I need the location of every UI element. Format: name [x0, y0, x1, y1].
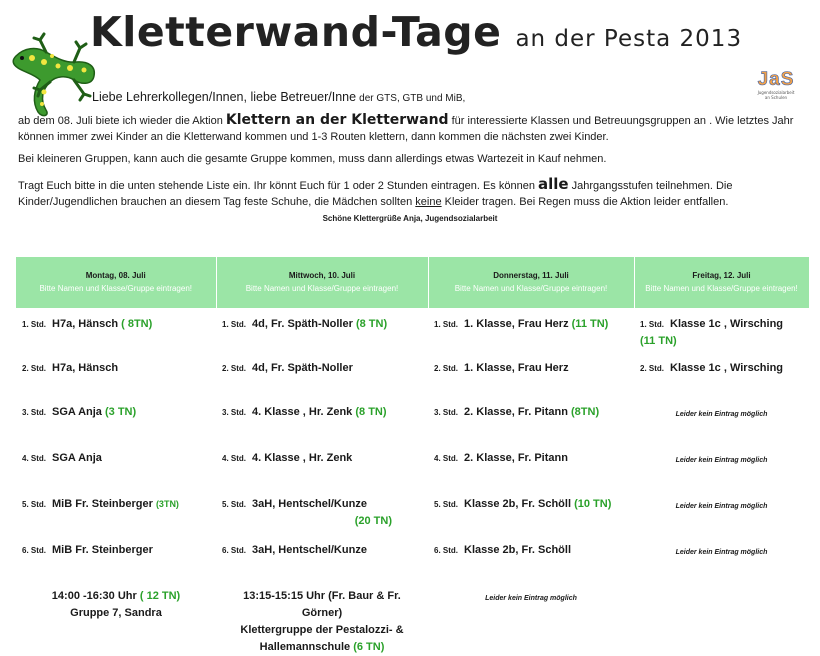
p3-before: Tragt Euch bitte in die unten stehende Liste ein. Ihr könnt Euch für 1 oder 2 Stunden eintragen. Es können	[18, 180, 535, 192]
slot-cell[interactable]	[16, 396, 216, 442]
entry-name: SGA Anja	[52, 406, 102, 418]
no-entry-note: Leider kein Eintrag möglich	[485, 595, 577, 602]
extra-time	[222, 588, 422, 622]
table-row	[16, 442, 809, 488]
paragraph-instructions	[18, 176, 808, 210]
extra-line1: 14:00 -16:30 Uhr	[51, 590, 137, 602]
paragraph-groups: Bei kleineren Gruppen, kann auch die gesamte Gruppe kommen, muss dann allerdings etwas Wartezeit in Kauf nehmen.	[18, 153, 607, 165]
p1-before: ab dem 08. Juli biete ich wieder die Aktion	[18, 115, 223, 127]
participant-count: ( 8TN)	[121, 318, 153, 330]
period-label: 4. Std.	[222, 454, 247, 463]
entry-name: 2. Klasse, Fr. Pitann	[464, 452, 568, 464]
title-subtitle: an der Pesta 2013	[515, 26, 743, 52]
entry-name: 4d, Fr. Späth-Noller	[252, 318, 353, 330]
table-row	[16, 396, 809, 442]
day-hint: Bitte Namen und Klasse/Gruppe eintragen!	[245, 283, 399, 293]
participant-count: (8TN)	[571, 406, 600, 418]
day-hint: Bitte Namen und Klasse/Gruppe eintragen!	[645, 283, 798, 293]
participant-count: (8 TN)	[355, 318, 388, 330]
extra-cell[interactable]	[216, 580, 428, 656]
period-label: 1. Std.	[434, 320, 459, 329]
entry-name: Klasse 2b, Fr. Schöll	[464, 498, 572, 510]
day-hint: Bitte Namen und Klasse/Gruppe eintragen!	[454, 283, 608, 293]
period-label: 4. Std.	[22, 454, 47, 463]
p1-after: für interessierte Klassen und Betreuungsgruppen an . Wie letztes Jahr können immer zwei Kinder an die Kletterwand kommen und 1-3 Routen klettern, dann kommen die nächsten zwei Kinder.	[18, 115, 794, 143]
table-header-row	[16, 257, 809, 308]
entry-name: MiB Fr. Steinberger	[52, 544, 153, 556]
period-label: 3. Std.	[434, 408, 459, 417]
p3-highlight: alle	[538, 175, 569, 193]
participant-count: (3 TN)	[105, 406, 137, 418]
table-row	[16, 488, 809, 534]
day-header-2	[216, 257, 428, 308]
period-label: 3. Std.	[222, 408, 247, 417]
extra-line3-wrap	[222, 639, 422, 656]
extra-cell[interactable]	[16, 580, 216, 656]
slot-cell[interactable]	[216, 442, 428, 488]
slot-cell[interactable]	[428, 442, 634, 488]
extra-line2: Klettergruppe der Pestalozzi- &	[240, 624, 404, 636]
participant-count: (6 TN)	[353, 641, 385, 653]
participant-count: (3TN)	[155, 499, 179, 509]
entry-name: Klasse 1c , Wirsching	[670, 318, 784, 330]
day-header-1	[16, 257, 216, 308]
entry-name: 3aH, Hentschel/Kunze	[252, 498, 367, 510]
extra-line1: 13:15-15:15 Uhr (Fr. Baur & Fr. Görner)	[243, 590, 401, 619]
entry-name: 1. Klasse, Frau Herz	[464, 318, 569, 330]
slot-cell[interactable]	[634, 396, 809, 442]
period-label: 2. Std.	[222, 364, 247, 373]
participant-count: (11 TN)	[640, 335, 677, 347]
page-title	[90, 8, 742, 56]
slot-cell[interactable]	[16, 442, 216, 488]
participant-count: (10 TN)	[574, 498, 612, 510]
slot-cell[interactable]	[634, 488, 809, 534]
entry-name: Klasse 1c , Wirsching	[670, 362, 784, 374]
entry-name: H7a, Hänsch	[52, 318, 119, 330]
extra-line3: Hallemannschule	[259, 641, 351, 653]
slot-cell[interactable]	[216, 488, 428, 534]
entry-name: 3aH, Hentschel/Kunze	[252, 544, 367, 556]
period-label: 5. Std.	[222, 500, 247, 509]
entry-name: 1. Klasse, Frau Herz	[464, 362, 569, 374]
day-title: Montag, 08. Juli	[85, 270, 146, 280]
period-label: 5. Std.	[434, 500, 459, 509]
p1-highlight: Klettern an der Kletterwand	[225, 112, 449, 128]
day-title: Donnerstag, 11. Juli	[493, 270, 569, 280]
period-label: 1. Std.	[22, 320, 47, 329]
day-hint: Bitte Namen und Klasse/Gruppe eintragen!	[39, 283, 193, 293]
no-entry-note: Leider kein Eintrag möglich	[675, 503, 768, 510]
table-row-extra	[16, 580, 809, 656]
entry-name: 2. Klasse, Fr. Pitann	[464, 406, 568, 418]
extra-line2: Gruppe 7, Sandra	[70, 607, 162, 619]
extra-time	[22, 588, 210, 605]
slot-cell[interactable]	[428, 534, 634, 580]
entry-name: 4. Klasse , Hr. Zenk	[252, 406, 353, 418]
slot-cell[interactable]	[428, 352, 634, 396]
period-label: 3. Std.	[22, 408, 47, 417]
slot-cell[interactable]	[428, 308, 634, 352]
logo-mark: JaS	[757, 69, 795, 90]
greeting-main: Liebe Lehrerkollegen/Innen, liebe Betreuer/Inne	[92, 90, 357, 104]
p3-underlined: keine	[415, 196, 442, 208]
closing-line: Schöne Klettergrüße Anja, Jugendsozialarbeit	[322, 214, 498, 223]
table-row	[16, 534, 809, 580]
entry-name: Klasse 2b, Fr. Schöll	[464, 544, 572, 556]
logo-tagline: Jugendsozialarbeit an Schulen	[757, 90, 795, 100]
period-label: 6. Std.	[22, 546, 47, 555]
slot-cell[interactable]	[634, 534, 809, 580]
signup-table	[16, 257, 810, 656]
period-label: 6. Std.	[434, 546, 459, 555]
paragraph-intro	[18, 112, 808, 145]
period-label: 5. Std.	[22, 500, 47, 509]
period-label: 2. Std.	[640, 364, 665, 373]
participant-count: ( 12 TN)	[139, 590, 181, 602]
period-label: 1. Std.	[222, 320, 247, 329]
no-entry-note: Leider kein Eintrag möglich	[675, 549, 768, 556]
slot-cell[interactable]	[428, 396, 634, 442]
day-title: Mittwoch, 10. Juli	[288, 270, 356, 280]
period-label: 2. Std.	[22, 364, 47, 373]
participant-count: (8 TN)	[355, 406, 387, 418]
day-title: Freitag, 12. Juli	[692, 270, 751, 280]
entry-name: 4d, Fr. Späth-Noller	[252, 362, 353, 374]
greeting-tail: der GTS, GTB und MiB,	[359, 93, 466, 104]
extra-cell[interactable]	[634, 580, 809, 656]
period-label: 1. Std.	[640, 320, 665, 329]
slot-cell[interactable]	[16, 308, 216, 352]
lizard-illustration	[10, 18, 102, 120]
entry-name: SGA Anja	[52, 452, 102, 464]
entry-name: H7a, Hänsch	[52, 362, 119, 374]
table-row	[16, 352, 809, 396]
slot-cell[interactable]	[634, 308, 809, 352]
no-entry-note: Leider kein Eintrag möglich	[675, 411, 768, 418]
p3-after: Kleider tragen. Bei Regen muss die Aktion leider entfallen.	[444, 196, 729, 208]
participant-count: (11 TN)	[571, 318, 609, 330]
period-label: 4. Std.	[434, 454, 459, 463]
title-main: Kletterwand-Tage	[90, 8, 502, 56]
slot-cell[interactable]	[216, 534, 428, 580]
p3-middle: Jahrgangsstufen teilnehmen. Die Kinder/Jugendlichen brauchen an diesem Tag feste Schuhe, die Mädchen sollten	[18, 180, 733, 208]
slot-cell[interactable]	[634, 442, 809, 488]
slot-cell[interactable]	[16, 352, 216, 396]
period-label: 6. Std.	[222, 546, 247, 555]
entry-name: 4. Klasse , Hr. Zenk	[252, 452, 353, 464]
participant-count: (20 TN)	[354, 515, 392, 527]
slot-cell[interactable]	[216, 396, 428, 442]
extra-cell[interactable]	[428, 580, 634, 656]
day-header-3	[428, 257, 634, 308]
no-entry-note: Leider kein Eintrag möglich	[675, 457, 768, 464]
table-body	[16, 308, 809, 656]
table-row	[16, 308, 809, 352]
day-header-4	[634, 257, 809, 308]
greeting	[92, 89, 820, 107]
slot-cell[interactable]	[428, 488, 634, 534]
slot-cell[interactable]	[216, 352, 428, 396]
slot-cell[interactable]	[634, 352, 809, 396]
slot-cell[interactable]	[16, 534, 216, 580]
period-label: 2. Std.	[434, 364, 459, 373]
entry-name: MiB Fr. Steinberger	[52, 498, 153, 510]
slot-cell[interactable]	[16, 488, 216, 534]
slot-cell[interactable]	[216, 308, 428, 352]
